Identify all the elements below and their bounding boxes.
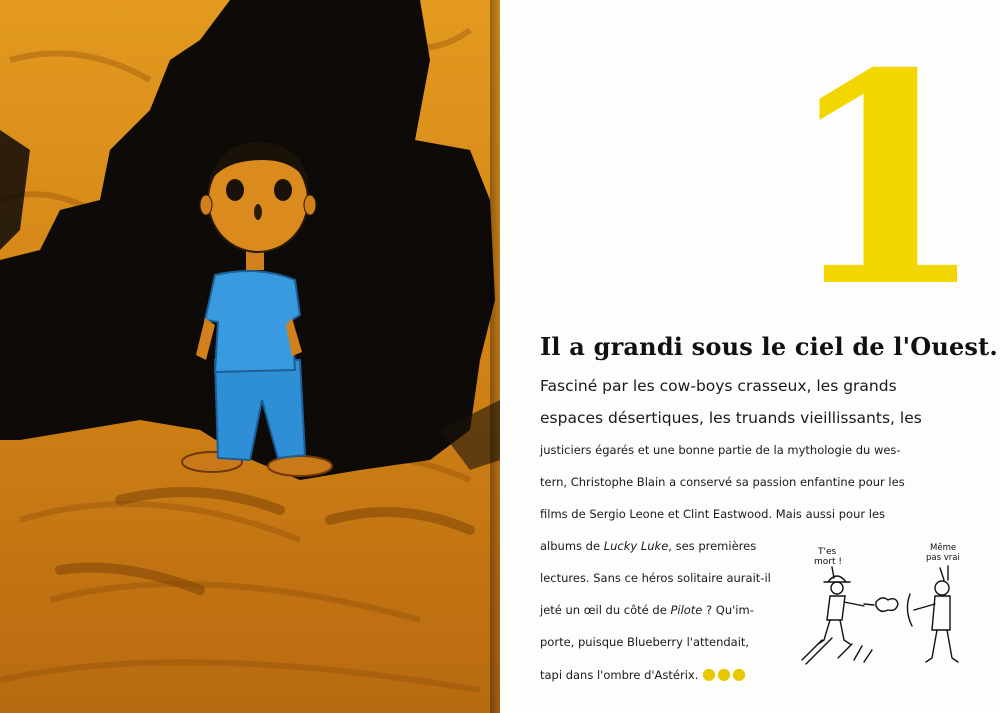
text-line: tapi dans l'ombre d'Astérix. ●●●	[540, 664, 747, 683]
chapter-heading: Il a grandi sous le ciel de l'Ouest.	[540, 332, 998, 361]
speech-bubble-left: T'es	[818, 547, 837, 557]
text-line: albums de Lucky Luke, ses premières	[540, 539, 757, 553]
svg-text:mort !: mort !	[814, 557, 842, 567]
text-line: justiciers égarés et une bonne partie de la mythologie du wes-	[540, 443, 901, 457]
text-line: espaces désertiques, les truands vieillissants, les	[540, 409, 922, 427]
magazine-title-pilote: Pilote	[670, 603, 703, 617]
text-line: Fasciné par les cow-boys crasseux, les grands	[540, 377, 897, 395]
ellipsis-dots: ●●●	[702, 664, 747, 683]
text-line: tern, Christophe Blain a conservé sa passion enfantine pour les	[540, 475, 905, 489]
chapter-number	[784, 11, 986, 351]
svg-text:pas vrai: pas vrai	[926, 553, 960, 563]
text-page	[500, 0, 1000, 713]
svg-text:1: 1	[784, 11, 986, 351]
cowboy-cartoon-sketch	[792, 540, 972, 675]
text-line: lectures. Sans ce héros solitaire aurait-il	[540, 571, 771, 585]
text-line: films de Sergio Leone et Clint Eastwood. Mais aussi pour les	[540, 507, 886, 521]
speech-bubble-right: Même	[930, 543, 957, 553]
text-line: jeté un œil du côté de Pilote ? Qu'im-	[540, 603, 754, 617]
text-line: porte, puisque Blueberry l'attendait,	[540, 635, 750, 649]
book-title-lucky-luke: Lucky Luke	[603, 539, 669, 553]
